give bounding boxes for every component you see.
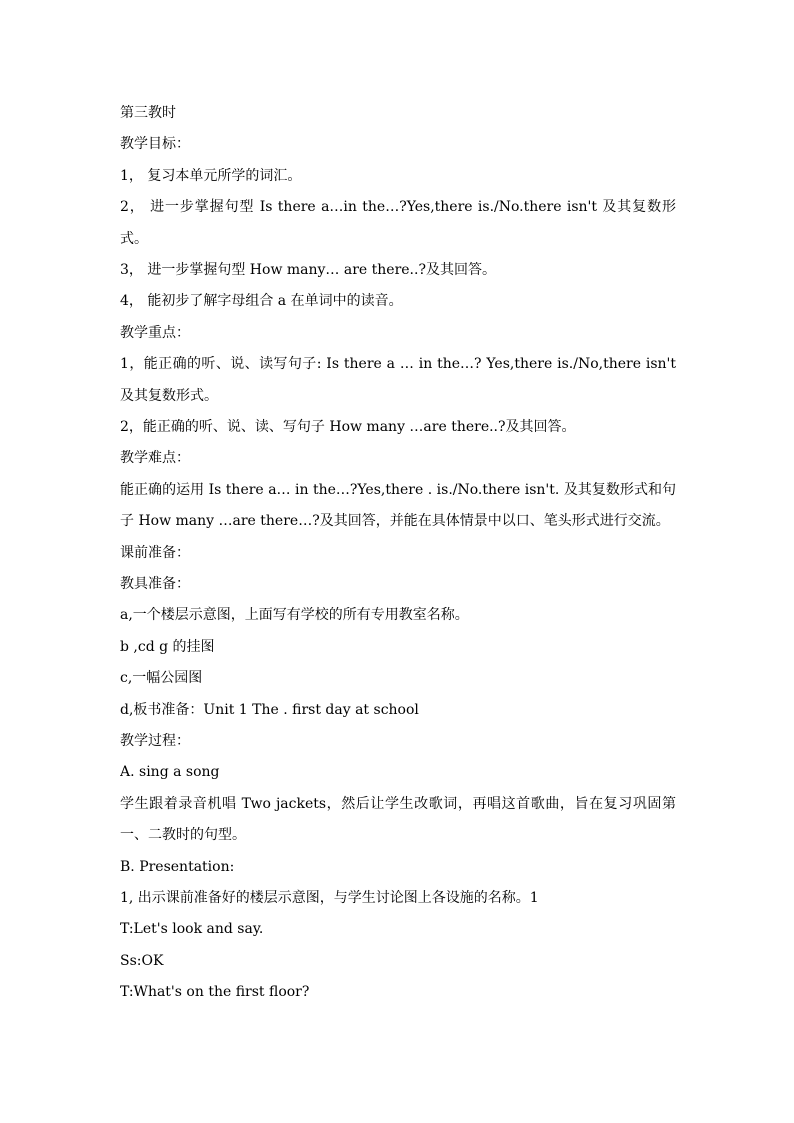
teaching-aid-item-d: d,板书准备：Unit 1 The . first day at school (120, 701, 419, 718)
lesson-title: 第三教时 (120, 105, 176, 121)
process-step-a: A. sing a song (120, 764, 220, 781)
teaching-aid-item-c: c,一幅公园图 (120, 670, 203, 687)
dialogue-line-teacher-1: T:Let's look and say. (120, 921, 264, 938)
objective-item-4: 4， 能初步了解字母组合 a 在单词中的读音。 (120, 293, 403, 310)
teaching-aid-item-a: a,一个楼层示意图，上面写有学校的所有专用教室名称。 (120, 607, 469, 624)
process-step-b: B. Presentation: (120, 858, 235, 875)
document-body (120, 98, 676, 1008)
objective-item-3: 3， 进一步掌握句型 How many… are there..?及其回答。 (120, 261, 496, 278)
teaching-aid-item-b: b ,cd g 的挂图 (120, 638, 215, 655)
key-point-item-1: 1，能正确的听、说、读写句子: Is there a … in the…? Yes,there is./No,there isn't 及其复数形式。 (120, 356, 676, 404)
objective-item-2: 2， 进一步掌握句型 Is there a…in the…?Yes,there is./No.there isn't 及其复数形式。 (120, 199, 676, 247)
presentation-item-1: 1, 出示课前准备好的楼层示意图，与学生讨论图上各设施的名称。1 (120, 889, 539, 906)
section-heading-preparation: 课前准备： (120, 544, 190, 561)
section-heading-difficulties: 教学难点： (120, 450, 190, 467)
dialogue-line-teacher-2: T:What's on the first floor? (120, 984, 310, 1001)
objective-item-1: 1， 复习本单元所学的词汇。 (120, 167, 302, 184)
section-heading-objectives: 教学目标： (120, 136, 190, 153)
process-step-a-paragraph: 学生跟着录音机唱 Two jackets，然后让学生改歌词，再唱这首歌曲，旨在复习巩固第一、二教时的句型。 (120, 795, 676, 844)
section-heading-teaching-aids: 教具准备： (120, 575, 190, 592)
section-heading-process: 教学过程： (120, 732, 190, 749)
key-point-item-2: 2，能正确的听、说、读、写句子 How many …are there..?及其回答。 (120, 418, 576, 435)
dialogue-line-students-1: Ss:OK (120, 952, 164, 969)
section-heading-key-points: 教学重点： (120, 324, 190, 341)
difficulty-paragraph: 能正确的运用 Is there a… in the…?Yes,there . is./No.there isn't. 及其复数形式和句子 How many …are there…?及其回答，并能在具体情景中以口、笔头形式进行交流。 (120, 481, 676, 530)
